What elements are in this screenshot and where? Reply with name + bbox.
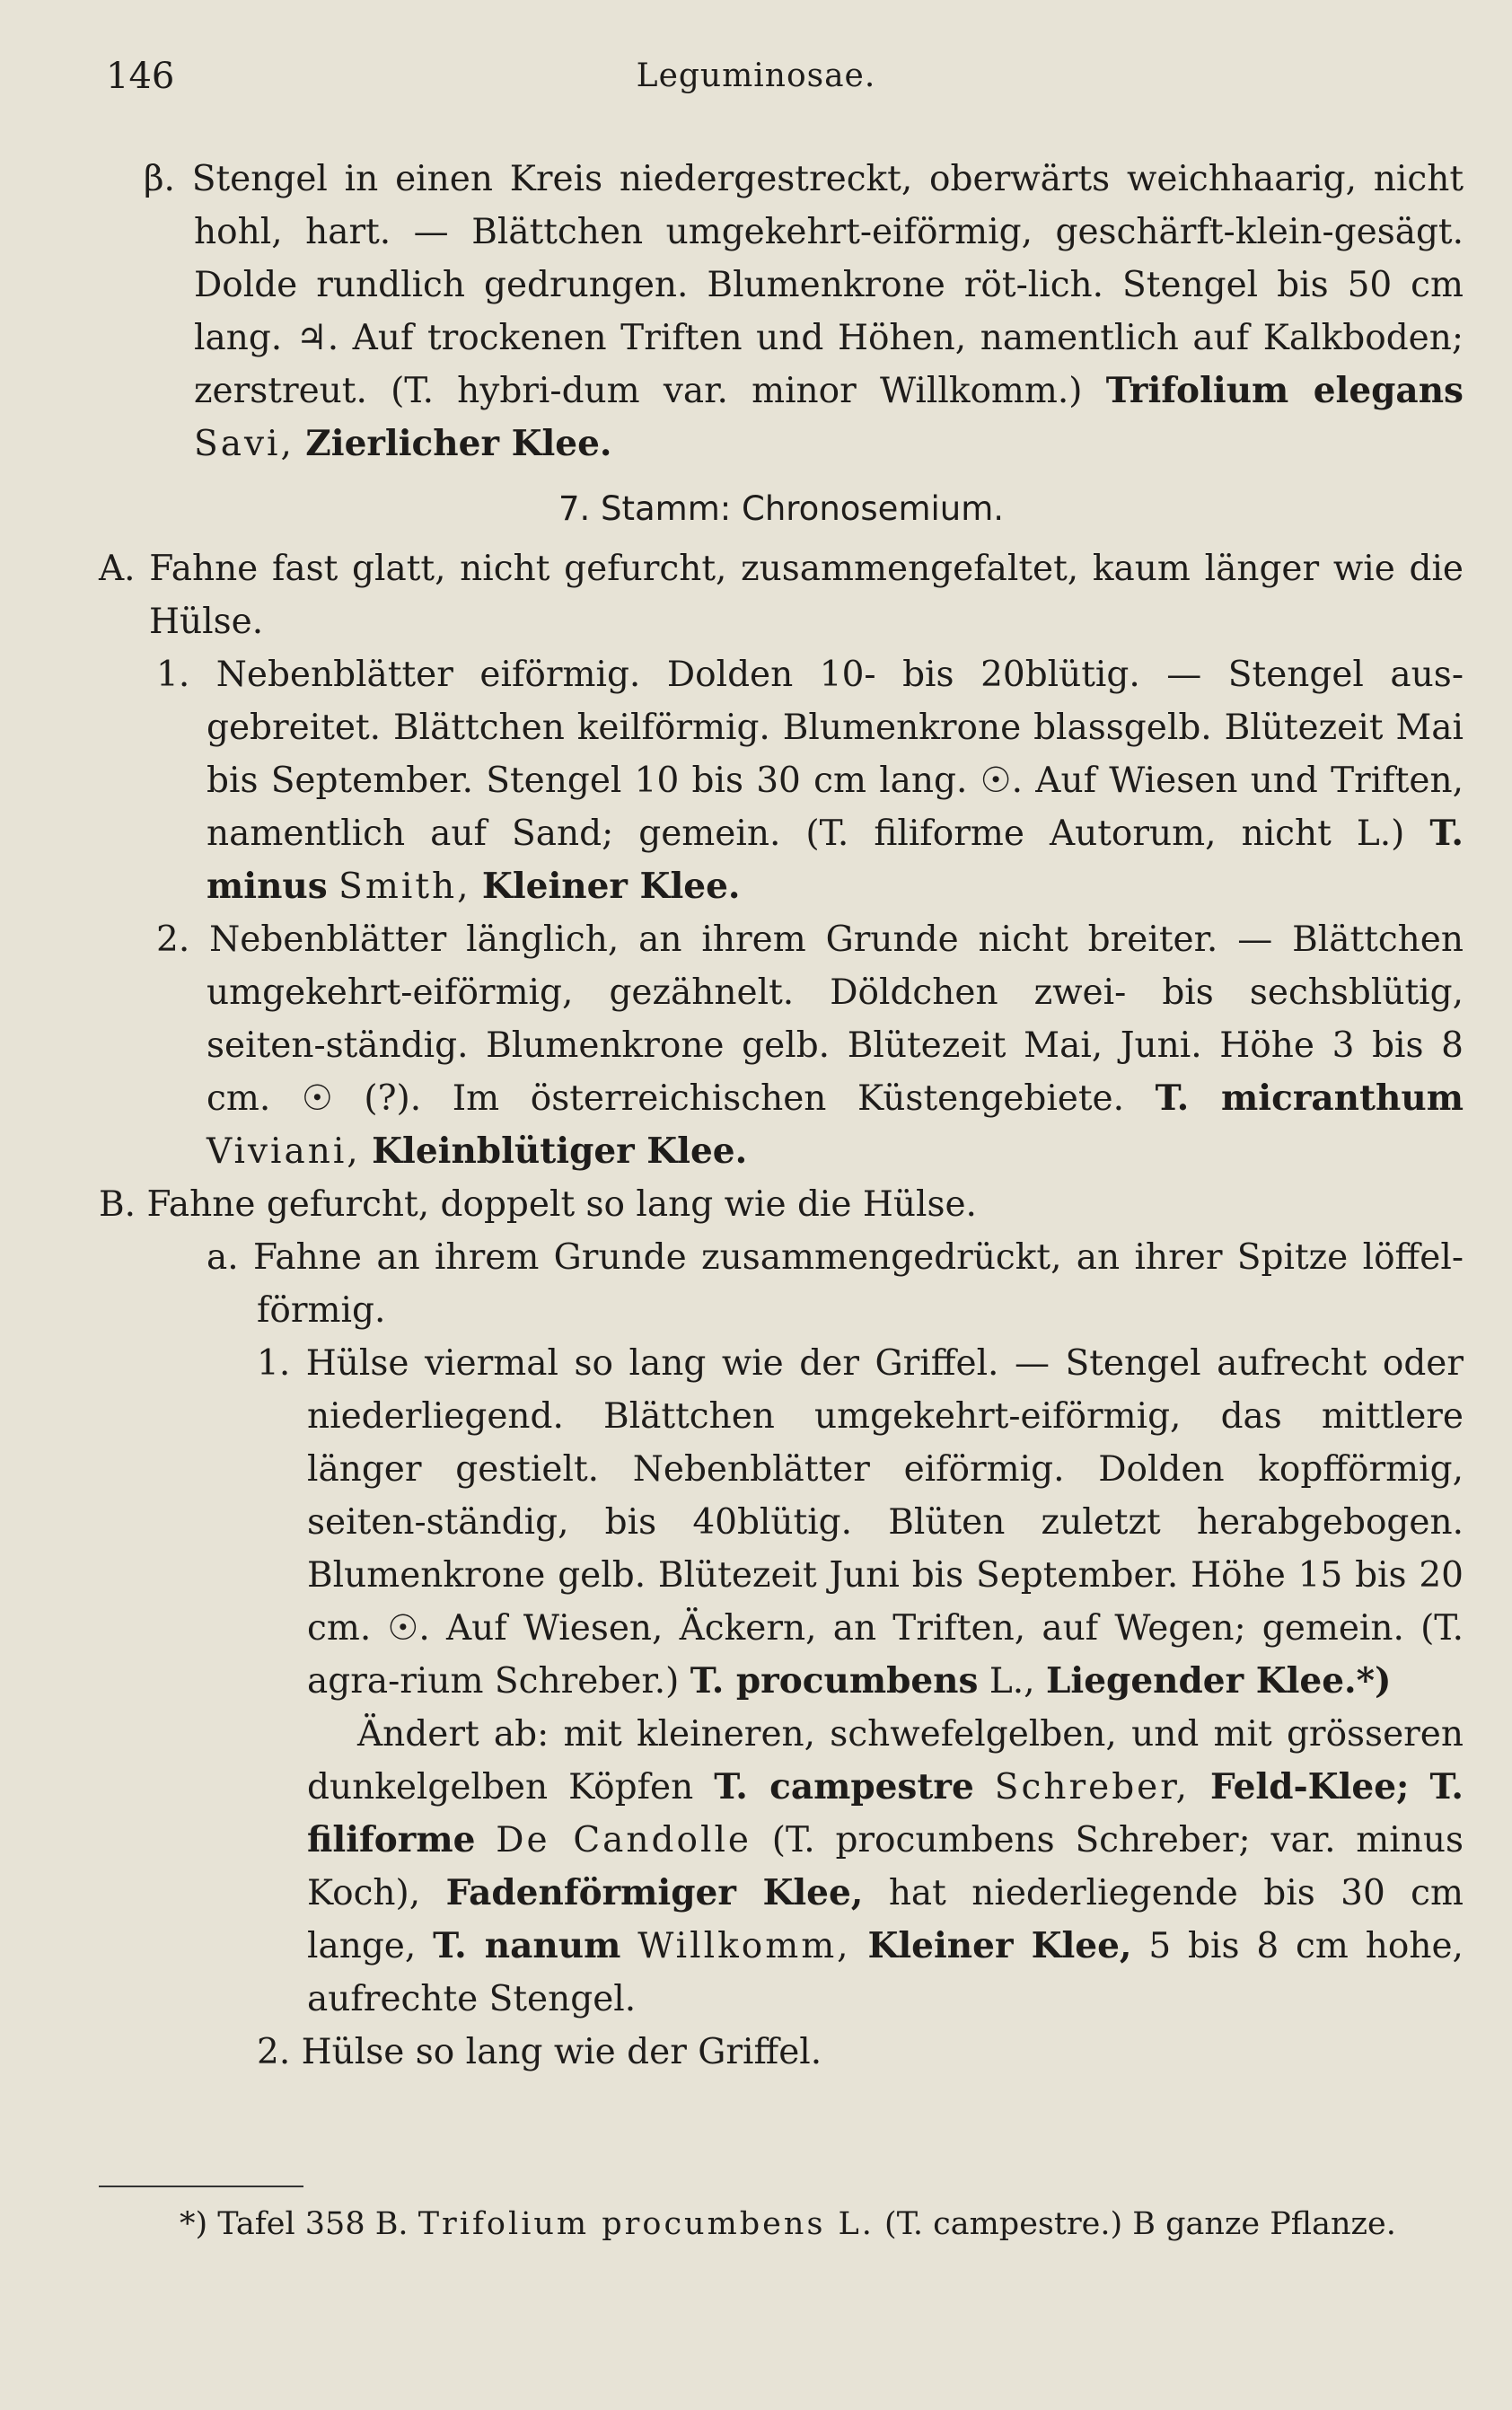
- page-body: [99, 153, 1464, 2079]
- common-name: Fadenförmiger Klee,: [445, 1872, 864, 1913]
- key-item-Ba1: [99, 1337, 1464, 1708]
- variety-text: (T. procumbens Schreber; var. minus Koch),: [307, 1820, 1464, 1913]
- species-author: De Candolle: [496, 1820, 752, 1860]
- species-name: T. minus: [207, 813, 1464, 907]
- key-text-B: Fahne gefurcht, doppelt so lang wie die Hülse.: [146, 1184, 977, 1225]
- key-text-a: Fahne an ihrem Grunde zusammengedrückt, an ihrer Spitze löffel-förmig.: [253, 1237, 1464, 1331]
- page-header: [106, 56, 1406, 110]
- running-title: Leguminosae.: [636, 57, 876, 94]
- key-item-A2: [99, 913, 1464, 1178]
- item-text: Nebenblätter eiförmig. Dolden 10- bis 20blütig. — Stengel aus-gebreitet. Blättchen keilförmig. Blumenkrone blassgelb. Blütezeit Mai bis September. Stengel 10 bis 30 cm lang. ☉. Auf Wiesen und Triften, namentlich auf Sand; gemein. (T. filiforme Autorum, nicht L.): [207, 655, 1464, 854]
- common-name: Feld-Klee;: [1210, 1766, 1410, 1808]
- species-name: T. nanum: [433, 1925, 621, 1966]
- key-marker-B: B.: [99, 1184, 136, 1225]
- key-entry-B: [99, 1178, 1464, 1231]
- beta-entry: [0, 153, 1464, 471]
- common-name: Liegender Klee.*): [1046, 1660, 1392, 1702]
- variety-text: hat niederliegende bis 30 cm lange,: [307, 1873, 1464, 1966]
- footnote-text: (T. campestre.) B ganze Pflanze.: [884, 2206, 1396, 2242]
- footnote-marker: *): [180, 2206, 208, 2242]
- common-name: Kleinblütiger Klee.: [372, 1130, 748, 1172]
- species-author: Viviani,: [207, 1131, 361, 1172]
- item-text: Hülse viermal so lang wie der Griffel. — Stengel aufrecht oder niederliegend. Blättchen umgekehrt-eiförmig, das mittlere länger gestielt. Nebenblätter eiförmig. Dolden kopfförmig, seiten-ständig, bis 40blütig. Blüten zuletzt herabgebogen. Blumenkrone gelb. Blütezeit Juni bis September. Höhe 15 bis 20 cm. ☉. Auf Wiesen, Äckern, an Triften, auf Wegen; gemein. (T. agra-rium Schreber.): [305, 1343, 1464, 1702]
- species-author: Savi,: [194, 424, 294, 464]
- key-text-A: Fahne fast glatt, nicht gefurcht, zusammengefaltet, kaum länger wie die Hülse.: [149, 549, 1464, 642]
- item-text: Nebenblätter länglich, an ihrem Grunde nicht breiter. — Blättchen umgekehrt-eiförmig, gezähnelt. Döldchen zwei- bis sechsblütig, seiten-ständig. Blumenkrone gelb. Blütezeit Mai, Juni. Höhe 3 bis 8 cm. ☉ (?). Im österreichischen Küstengebiete.: [207, 919, 1464, 1119]
- key-marker-A: A.: [99, 549, 136, 589]
- species-name: T. filiforme: [307, 1766, 1464, 1860]
- species-author: Schreber,: [994, 1767, 1190, 1808]
- footnote: [180, 2202, 1455, 2247]
- key-entry-Ba: [99, 1231, 1464, 1337]
- footnote-species: Trifolium procumbens L.: [418, 2206, 875, 2242]
- key-item-A1: [99, 648, 1464, 913]
- beta-marker: β.: [144, 159, 175, 199]
- species-name: T. procumbens: [690, 1660, 979, 1702]
- item-marker: 1.: [257, 1343, 291, 1384]
- key-entry-A: [99, 542, 1464, 648]
- footnote-rule: [99, 2186, 303, 2187]
- common-name: Kleiner Klee,: [867, 1925, 1132, 1966]
- section-title: 7. Stamm: Chronosemium.: [558, 489, 1005, 528]
- species-name: Trifolium elegans: [1105, 370, 1464, 411]
- species-name: T. micranthum: [1155, 1077, 1464, 1119]
- key-marker-a: a.: [207, 1237, 239, 1278]
- key-item-Ba2: [99, 2026, 1464, 2079]
- item-text: Hülse so lang wie der Griffel.: [301, 2032, 822, 2072]
- item-marker: 2.: [257, 2032, 291, 2072]
- variety-text: Ändert ab: mit kleineren, schwefelgelben, und mit grösseren dunkelgelben Köpfen: [307, 1714, 1464, 1808]
- species-author: Willkomm,: [637, 1926, 851, 1966]
- variety-paragraph: [99, 1708, 1464, 2026]
- item-marker: 2.: [156, 919, 190, 960]
- page-number: 146: [106, 56, 175, 97]
- species-author: Smith,: [338, 866, 471, 907]
- item-marker: 1.: [156, 655, 190, 695]
- species-author: L.,: [989, 1661, 1035, 1702]
- beta-text: Stengel in einen Kreis niedergestreckt, oberwärts weichhaarig, nicht hohl, hart. — Blättchen umgekehrt-eiförmig, geschärft-klein-gesägt. Dolde rundlich gedrungen. Blumenkrone röt-lich. Stengel bis 50 cm lang. ♃. Auf trockenen Triften und Höhen, namentlich auf Kalkboden; zerstreut. (T. hybri-dum var. minor Willkomm.): [191, 159, 1464, 411]
- variety-text: 5 bis 8 cm hohe, aufrechte Stengel.: [307, 1926, 1464, 2019]
- common-name: Zierlicher Klee.: [305, 423, 612, 464]
- species-name: T. campestre: [714, 1766, 974, 1808]
- common-name: Kleiner Klee.: [481, 866, 741, 907]
- footnote-plate: Tafel 358 B.: [217, 2206, 409, 2242]
